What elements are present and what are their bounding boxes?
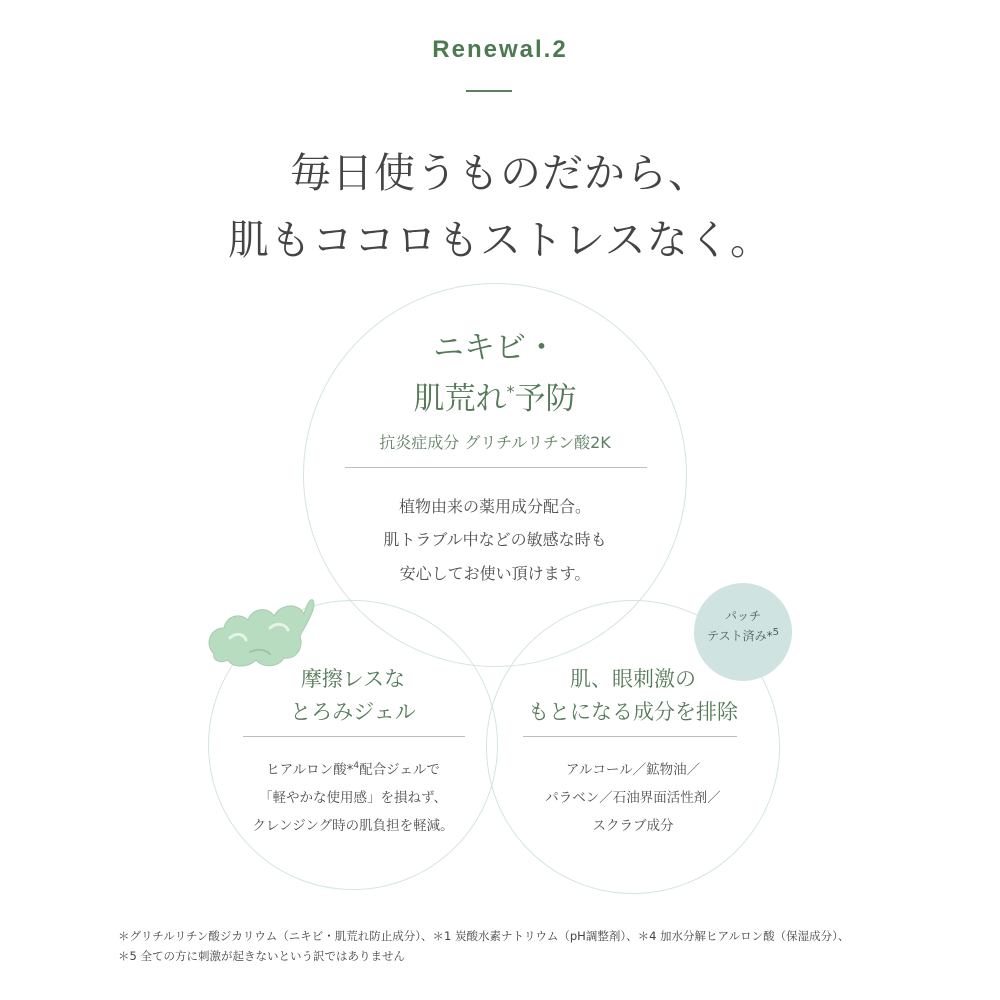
- gel-title-line-2: とろみジェル: [290, 700, 416, 724]
- footnote-line-1: ＊グリチルリチン酸ジカリウム（ニキビ・肌荒れ防止成分）、＊1 炭酸水素ナトリウム（pH調整剤）、＊4 加水分解ヒアルロン酸（保湿成分）、: [118, 929, 850, 943]
- renewal-label: Renewal.2: [432, 36, 568, 63]
- acne-body-line-2: 肌トラブル中などの敏感な時も: [383, 530, 607, 549]
- gel-body-post: 配合ジェルで: [359, 762, 440, 778]
- gel-body-line-1: [208, 758, 498, 778]
- irritant-body-line-1: アルコール／鉱物油／: [565, 762, 701, 778]
- irritant-divider: [523, 736, 737, 737]
- patch-test-badge: [694, 583, 792, 681]
- acne-title-tail: 予防: [514, 381, 577, 417]
- acne-body-line-3: 安心してお使い頂けます。: [399, 564, 591, 583]
- headline-line-2: 肌もココロもストレスなく。: [228, 216, 772, 264]
- irritant-body-line-2: パラベン／石油界面活性剤／: [545, 790, 721, 806]
- gel-body-line-3: クレンジング時の肌負担を軽減。: [252, 818, 454, 834]
- badge-line-2: [694, 627, 792, 644]
- footnote-line-2: ＊5 全ての方に刺激が起きないという訳ではありません: [118, 949, 405, 963]
- acne-title-text: 肌荒れ: [413, 381, 507, 417]
- acne-title-line-1: ニキビ・: [433, 330, 557, 366]
- badge-line-2-text: テスト済み*: [707, 629, 773, 643]
- acne-title-line-2: [303, 370, 687, 421]
- irritant-body-line-3: スクラブ成分: [592, 818, 674, 834]
- acne-body-line-1: 植物由来の薬用成分配合。: [398, 497, 591, 516]
- badge-line-1: パッチ: [724, 609, 761, 623]
- gel-divider: [243, 736, 465, 737]
- irritant-title-line-2: もとになる成分を排除: [528, 700, 738, 724]
- acne-subtitle: 抗炎症成分 グリチルリチン酸2K: [379, 433, 611, 452]
- acne-divider: [345, 467, 647, 468]
- acne-title-mark: *: [506, 382, 515, 401]
- gel-body-sup: 4: [353, 761, 360, 771]
- irritant-title-line-1: 肌、眼刺激の: [570, 667, 696, 691]
- badge-line-2-sup: 5: [772, 627, 779, 638]
- gel-body-line-2: 「軽やかな使用感」を損ねず、: [259, 790, 447, 806]
- gel-body-pre: ヒアルロン酸*: [266, 762, 354, 778]
- headline-line-1: 毎日使うものだから、: [290, 149, 710, 197]
- header-divider: [466, 90, 512, 92]
- gel-title-line-1: 摩擦レスな: [300, 667, 406, 691]
